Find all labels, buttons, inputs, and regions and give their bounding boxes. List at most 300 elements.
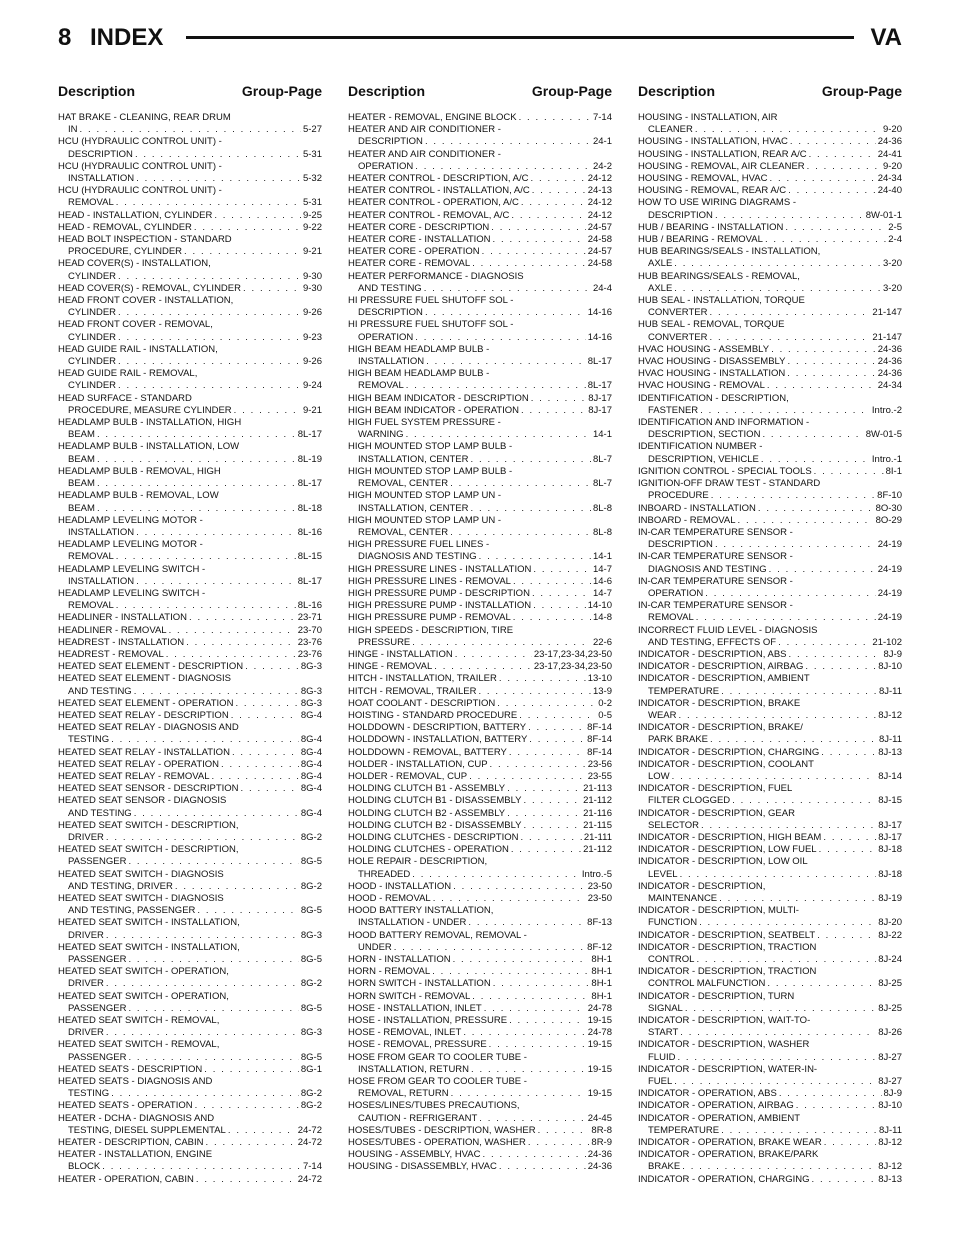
index-entry: [638, 234, 902, 246]
entry-text: INDICATOR - DESCRIPTION, TURN: [638, 990, 795, 1002]
dot-leader: [136, 527, 296, 539]
entry-page-ref: 8J-13: [878, 746, 902, 758]
index-entry: [58, 869, 322, 893]
entry-page-ref: 7-14: [302, 1161, 322, 1173]
dot-leader: [709, 307, 870, 319]
dot-leader: [682, 1161, 876, 1173]
dot-leader: [767, 978, 876, 990]
entry-text: HCU (HYDRAULIC CONTROL UNIT) -: [58, 185, 222, 197]
entry-line: [348, 124, 612, 136]
entry-line: [58, 954, 322, 966]
dot-leader: [243, 283, 301, 295]
entry-text: HEATER - REMOVAL, ENGINE BLOCK: [348, 112, 517, 123]
entry-page-ref: 8J-10: [878, 661, 902, 673]
dot-leader: [80, 124, 301, 136]
index-entry: [638, 478, 902, 502]
entry-text: HAT BRAKE - CLEANING, REAR DRUM: [58, 112, 231, 123]
entry-text: HOISTING - STANDARD PROCEDURE: [348, 709, 518, 721]
entry-page-ref: 8J-12: [878, 1137, 902, 1149]
index-entry: [638, 295, 902, 319]
entry-text: HEADLAMP LEVELING SWITCH -: [58, 587, 206, 599]
entry-line: [638, 1125, 902, 1137]
entry-text: OPERATION: [648, 587, 704, 599]
entry-text: HEATER - INSTALLATION, ENGINE: [58, 1149, 213, 1161]
dot-leader: [519, 710, 596, 722]
entry-line: [58, 551, 322, 563]
entry-text: FILTER CLOGGED: [648, 795, 731, 807]
entry-line: [348, 1076, 612, 1088]
entry-page-ref: 24-58: [587, 258, 612, 270]
entry-page-ref: 8J-18: [878, 868, 902, 880]
entry-text: REMOVAL, RETURN: [358, 1088, 449, 1100]
page-number: 8: [58, 24, 72, 51]
entry-line: [638, 942, 902, 954]
entry-line: [348, 881, 612, 893]
entry-text: INSTALLATION: [68, 173, 135, 185]
entry-text: BRAKE: [648, 1161, 681, 1173]
entry-text: HUB SEAL - REMOVAL, TORQUE: [638, 319, 785, 331]
entry-text: TESTING, DIESEL SUPPLEMENTAL: [68, 1124, 226, 1136]
entry-line: [58, 991, 322, 1003]
dot-leader: [677, 1052, 876, 1064]
index-entry: [638, 356, 902, 368]
entry-page-ref: 23-76: [297, 648, 322, 660]
entry-line: [638, 820, 902, 832]
entry-line: [638, 307, 902, 319]
entry-page-ref: 8L-7: [592, 478, 612, 490]
entry-line: [638, 966, 902, 978]
entry-line: [348, 844, 612, 856]
entry-line: [638, 478, 902, 490]
entry-page-ref: 8J-26: [878, 1027, 902, 1039]
entry-line: [638, 319, 902, 331]
entry-line: [638, 332, 902, 344]
entry-line: [638, 1137, 902, 1149]
entry-text: INSTALLATION: [68, 575, 135, 587]
index-entry: [348, 856, 612, 880]
entry-text: HVAC HOUSING - REMOVAL: [638, 380, 765, 392]
entry-text: HEATER CORE - REMOVAL: [348, 258, 471, 270]
entry-text: DESCRIPTION: [68, 148, 133, 160]
entry-line: [348, 905, 612, 917]
index-entry: [638, 881, 902, 905]
dot-leader: [118, 332, 301, 344]
entry-page-ref: 23-50: [587, 893, 612, 904]
dot-leader: [761, 454, 870, 466]
entry-line: [638, 978, 902, 990]
dot-leader: [425, 136, 591, 148]
dot-leader: [513, 612, 591, 624]
entry-page-ref: 23-70: [297, 624, 322, 636]
entry-page-ref: 8H-1: [591, 990, 612, 1002]
entry-line: [58, 1027, 322, 1039]
entry-text: HOUSING - INSTALLATION, AIR: [638, 112, 778, 123]
entry-line: [348, 454, 612, 466]
dot-leader: [196, 1174, 296, 1186]
entry-line: [638, 722, 902, 734]
index-entry: [58, 637, 322, 649]
entry-line: [58, 149, 322, 161]
entry-text: HOLDING CLUTCHES - DESCRIPTION: [348, 831, 519, 843]
entry-text: INDICATOR - DESCRIPTION, WATER-IN-: [638, 1063, 818, 1075]
index-entry: [638, 149, 902, 161]
entry-page-ref: 14-8: [592, 612, 612, 624]
index-entry: [638, 503, 902, 515]
dot-leader: [195, 1100, 299, 1112]
entry-text: HEATER - DCHA - DIAGNOSIS AND: [58, 1112, 215, 1124]
entry-page-ref: 24-1: [592, 136, 612, 148]
index-entry: [638, 832, 902, 844]
entry-text: INDICATOR - DESCRIPTION, HIGH BEAM: [638, 831, 822, 843]
entry-text: HOOD BATTERY INSTALLATION,: [348, 905, 494, 917]
entry-line: [638, 1076, 902, 1088]
entry-page-ref: 24-12: [587, 197, 612, 209]
dot-leader: [412, 637, 591, 649]
index-entry: [348, 1161, 612, 1173]
column-heading-description: Description: [348, 83, 426, 99]
dot-leader: [433, 893, 586, 905]
index-entry: [638, 551, 902, 575]
dot-leader: [531, 393, 587, 405]
entry-line: [638, 1100, 902, 1112]
entry-text: HEATER CONTROL - DESCRIPTION, A/C: [348, 173, 529, 185]
entry-text: PASSENGER: [68, 856, 127, 868]
index-entry: [638, 136, 902, 148]
entry-text: INDICATOR - DESCRIPTION, BRAKE/: [638, 722, 803, 734]
dot-leader: [765, 234, 886, 246]
entry-line: [58, 1149, 322, 1161]
index-entry: [348, 588, 612, 600]
dot-leader: [695, 124, 881, 136]
dot-leader: [116, 197, 301, 209]
dot-leader: [450, 478, 591, 490]
entry-line: [58, 686, 322, 698]
entry-text: INSTALLATION: [358, 356, 425, 368]
entry-text: BLOCK: [68, 1161, 101, 1173]
entry-page-ref: Intro.-5: [581, 868, 612, 880]
index-entry: [58, 722, 322, 746]
entry-line: [348, 747, 612, 759]
entry-text: HORN - INSTALLATION: [348, 954, 451, 966]
dot-leader: [106, 930, 299, 942]
entry-page-ref: 24-36: [877, 356, 902, 368]
index-entry: [638, 1174, 902, 1186]
entry-page-ref: 19-15: [587, 1015, 612, 1027]
index-entry: [58, 466, 322, 490]
index-entry: [58, 966, 322, 990]
entry-page-ref: 9-25: [302, 209, 322, 221]
dot-leader: [186, 637, 296, 649]
dot-leader: [674, 1076, 876, 1088]
index-entry: [348, 149, 612, 173]
entry-text: HOOD - INSTALLATION: [348, 880, 452, 892]
entry-line: [58, 1100, 322, 1112]
entry-text: DRIVER: [68, 831, 104, 843]
dot-leader: [106, 1027, 299, 1039]
entry-line: [58, 246, 322, 258]
entry-line: [58, 503, 322, 515]
dot-leader: [471, 1064, 586, 1076]
entry-text: PROCEDURE, CYLINDER: [68, 246, 183, 258]
index-entry: [58, 441, 322, 465]
entry-text: HEATED SEAT SWITCH - OPERATION,: [58, 966, 229, 978]
index-entry: [348, 393, 612, 405]
index-entry: [348, 832, 612, 844]
entry-text: HEAD COVER(S) - REMOVAL, CYLINDER: [58, 282, 241, 294]
entry-line: [348, 991, 612, 1003]
dot-leader: [767, 380, 876, 392]
entry-text: WARNING: [358, 429, 404, 441]
entry-line: [638, 686, 902, 698]
index-entry: [638, 576, 902, 600]
entry-line: [348, 197, 612, 209]
entry-page-ref: 8J-25: [878, 978, 902, 990]
entry-text: REMOVAL: [68, 600, 114, 612]
dot-leader: [705, 588, 875, 600]
entry-page-ref: 8J-27: [878, 1051, 902, 1063]
entry-text: INDICATOR - DESCRIPTION, FUEL: [638, 783, 793, 795]
entry-text: HEADLAMP LEVELING MOTOR -: [58, 539, 203, 551]
entry-page-ref: 13-10: [587, 673, 612, 685]
dot-leader: [785, 222, 886, 234]
dot-leader: [680, 869, 877, 881]
entry-text: HIGH PRESSURE PUMP - REMOVAL: [348, 612, 511, 624]
entry-text: HEAD FRONT COVER - REMOVAL,: [58, 319, 213, 331]
entry-line: [348, 856, 612, 868]
entry-text: IGNITION-OFF DRAW TEST - STANDARD: [638, 478, 821, 490]
entry-line: [638, 1003, 902, 1015]
entry-line: [638, 441, 902, 453]
index-entry: [348, 820, 612, 832]
index-entry: [348, 991, 612, 1003]
entry-page-ref: 23-50: [587, 880, 612, 892]
entry-page-ref: 24-34: [877, 380, 902, 392]
index-entry: [638, 673, 902, 697]
entry-line: [58, 222, 322, 234]
entry-line: [638, 405, 902, 417]
entry-line: [638, 210, 902, 222]
entry-text: HEADLINER - INSTALLATION: [58, 612, 187, 624]
dot-leader: [497, 698, 596, 710]
entry-line: [348, 564, 612, 576]
entry-line: [348, 149, 612, 161]
entry-text: HOUSING - REMOVAL, REAR A/C: [638, 185, 787, 197]
dot-leader: [787, 356, 875, 368]
entry-text: HUB BEARINGS/SEALS - REMOVAL,: [638, 270, 800, 282]
dot-leader: [521, 832, 582, 844]
index-entry: [348, 1027, 612, 1039]
dot-leader: [817, 930, 876, 942]
entry-page-ref: 24-40: [877, 185, 902, 197]
index-entry: [348, 466, 612, 490]
entry-line: [348, 515, 612, 527]
entry-text: HEATED SEAT SWITCH - DIAGNOSIS: [58, 868, 224, 880]
entry-page-ref: 8G-2: [300, 1088, 322, 1100]
entry-page-ref: 8G-2: [300, 978, 322, 990]
entry-page-ref: 8L-18: [297, 502, 322, 514]
index-entry: [348, 795, 612, 807]
entry-page-ref: 8G-4: [300, 746, 322, 758]
index-entry: [638, 344, 902, 356]
entry-line: [348, 917, 612, 929]
entry-line: [348, 271, 612, 283]
entry-page-ref: 8W-01-5: [865, 429, 902, 441]
entry-text: INDICATOR - DESCRIPTION, TRACTION: [638, 966, 817, 978]
dot-leader: [426, 356, 586, 368]
entry-text: HEATED SEAT RELAY - DIAGNOSIS AND: [58, 722, 239, 734]
entry-page-ref: 14-16: [587, 307, 612, 319]
entry-text: BEAM: [68, 502, 95, 514]
entry-line: [638, 454, 902, 466]
dot-leader: [758, 503, 874, 515]
entry-page-ref: 8G-3: [300, 661, 322, 673]
entry-line: [638, 490, 902, 502]
entry-text: IN-CAR TEMPERATURE SENSOR -: [638, 526, 793, 538]
dot-leader: [819, 844, 877, 856]
entry-text: HEATER AND AIR CONDITIONER -: [348, 148, 501, 160]
entry-text: HEATED SEAT SWITCH - REMOVAL,: [58, 1039, 220, 1051]
dot-leader: [102, 1161, 301, 1173]
entry-page-ref: 21-111: [583, 831, 612, 843]
index-entry: [58, 710, 322, 722]
dot-leader: [732, 795, 876, 807]
entry-text: DESCRIPTION, VEHICLE: [648, 453, 759, 465]
entry-page-ref: 8L-17: [297, 478, 322, 490]
dot-leader: [521, 405, 586, 417]
entry-line: [638, 234, 902, 246]
entry-text: HIGH PRESSURE PUMP - INSTALLATION: [348, 600, 532, 612]
dot-leader: [524, 820, 582, 832]
entry-line: [348, 551, 612, 563]
entry-line: [638, 161, 902, 173]
entry-text: DESCRIPTION: [648, 209, 713, 221]
index-entry: [348, 600, 612, 612]
entry-page-ref: 24-45: [587, 1112, 612, 1124]
entry-page-ref: 8J-20: [878, 917, 902, 929]
entry-text: HIGH PRESSURE LINES - INSTALLATION: [348, 563, 532, 575]
entry-page-ref: 8W-01-1: [865, 209, 902, 221]
entry-text: HOSE FROM GEAR TO COOLER TUBE -: [348, 1076, 527, 1088]
index-entry: [58, 844, 322, 868]
dot-leader: [394, 942, 585, 954]
entry-text: HEAD SURFACE - STANDARD: [58, 392, 192, 404]
entry-page-ref: 24-34: [877, 173, 902, 185]
entry-page-ref: 24-12: [587, 173, 612, 185]
entry-page-ref: 9-24: [302, 380, 322, 392]
index-entry: [638, 1039, 902, 1063]
entry-text: CYLINDER: [68, 380, 117, 392]
index-entry: [348, 405, 612, 417]
entry-line: [638, 673, 902, 685]
dot-leader: [788, 185, 876, 197]
entry-line: [638, 637, 902, 649]
entry-line: [58, 588, 322, 600]
entry-text: INCORRECT FLUID LEVEL - DIAGNOSIS: [638, 624, 818, 636]
entry-line: [58, 319, 322, 331]
entry-text: CYLINDER: [68, 307, 117, 319]
entry-text: AND TESTING, EFFECTS OF: [648, 636, 777, 648]
index-entry: [348, 612, 612, 624]
dot-leader: [715, 210, 864, 222]
column-heading-description: Description: [638, 83, 716, 99]
entry-text: HIGH BEAM INDICATOR - DESCRIPTION: [348, 392, 529, 404]
dot-leader: [737, 515, 873, 527]
entry-line: [348, 783, 612, 795]
entry-line: [58, 698, 322, 710]
index-entry: [348, 185, 612, 197]
entry-page-ref: 8J-17: [878, 819, 902, 831]
index-entry: [348, 295, 612, 319]
entry-line: [348, 503, 612, 515]
entry-page-ref: 8L-17: [587, 356, 612, 368]
entry-text: HEATED SEAT SENSOR - DESCRIPTION: [58, 783, 239, 795]
index-entry: [348, 1052, 612, 1076]
index-entry: [58, 210, 322, 222]
entry-page-ref: 24-78: [587, 1002, 612, 1014]
entry-page-ref: 9-20: [882, 124, 902, 136]
entry-text: INDICATOR - DESCRIPTION, WAIT-TO-: [638, 1015, 811, 1027]
entry-text: DIAGNOSIS AND TESTING: [648, 563, 767, 575]
index-entry: [348, 490, 612, 514]
index-entry: [638, 856, 902, 880]
dot-leader: [118, 356, 301, 368]
entry-line: [638, 1113, 902, 1125]
entry-line: [638, 173, 902, 185]
dot-leader: [97, 429, 296, 441]
dot-leader: [175, 881, 299, 893]
entry-line: [58, 197, 322, 209]
dot-leader: [529, 734, 585, 746]
entry-line: [638, 844, 902, 856]
entry-text: CONTROL: [648, 954, 695, 966]
entry-line: [348, 637, 612, 649]
dot-leader: [136, 173, 301, 185]
entry-text: DESCRIPTION: [358, 307, 423, 319]
entry-line: [58, 625, 322, 637]
dot-leader: [128, 1052, 298, 1064]
entry-line: [638, 710, 902, 722]
entry-line: [348, 173, 612, 185]
index-entry: [58, 661, 322, 673]
entry-line: [638, 856, 902, 868]
entry-page-ref: 8J-18: [878, 844, 902, 856]
dot-leader: [789, 649, 882, 661]
entry-text: HEATED SEAT RELAY - REMOVAL: [58, 770, 210, 782]
entry-page-ref: 24-36: [587, 1149, 612, 1161]
entry-text: THREADED: [358, 868, 411, 880]
entry-line: [58, 844, 322, 856]
entry-line: [638, 1039, 902, 1051]
index-entry: [638, 844, 902, 856]
dot-leader: [509, 747, 585, 759]
dot-leader: [479, 1113, 585, 1125]
entry-text: FASTENER: [648, 404, 699, 416]
dot-leader: [241, 783, 299, 795]
entry-page-ref: 2-4: [888, 234, 902, 246]
entry-text: HEATED SEAT RELAY - OPERATION: [58, 758, 220, 770]
entry-line: [348, 1125, 612, 1137]
entry-page-ref: 7-14: [592, 112, 612, 123]
dot-leader: [97, 503, 296, 515]
entry-line: [58, 1125, 322, 1137]
entry-text: HOOD BATTERY REMOVAL, REMOVAL -: [348, 929, 527, 941]
entry-line: [58, 820, 322, 832]
entry-page-ref: 24-36: [877, 343, 902, 355]
entry-page-ref: 24-36: [877, 136, 902, 148]
entry-line: [638, 136, 902, 148]
dot-leader: [118, 307, 301, 319]
entry-text: HEATED SEAT ELEMENT - OPERATION: [58, 697, 234, 709]
